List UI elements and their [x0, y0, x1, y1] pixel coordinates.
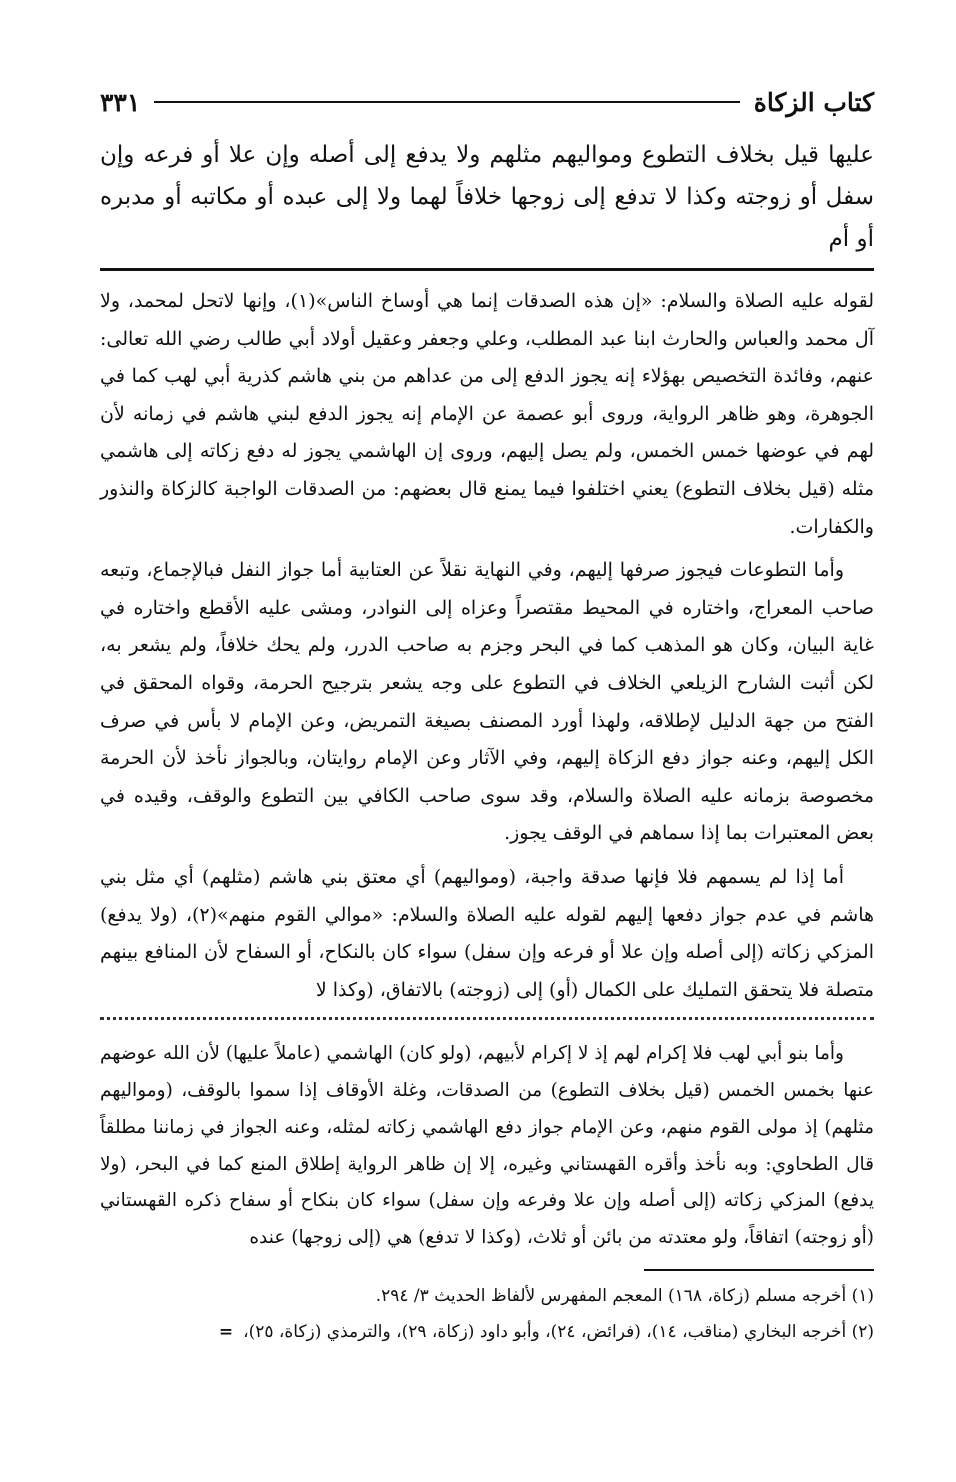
continuation-mark: =: [218, 1322, 234, 1343]
sharh-paragraph: وأما بنو أبي لهب فلا إكرام لهم إذ لا إكرام لأبيهم، (ولو كان) الهاشمي (عاملاً عليها) لأن الله عوضهم عنها بخمس الخمس (قيل بخلاف التطوع) من الصدقات، وغلة الأوقاف إذا سموا بالوقف، (ومواليهم مثلهم) إذ مولى القوم منهم، وعن الإمام جواز دفع الهاشمي زكاته لمثله، وعنه الجواز في زماننا مطلقاً قال الطحاوي: وبه نأخذ وأقره القهستاني وغيره، إلا إن ظاهر الرواية إطلاق المنع كما في البحر، (ولا يدفع) المزكي زكاته (إلى أصله وإن علا وفرعه وإن سفل) سواء كان بنكاح أو سفاح ذكره القهستاني (أو زوجته) اتفاقاً، ولو معتدته من بائن أو ثلاث، (وكذا لا تدفع) هي (إلى زوجها) عنده: [100, 1043, 874, 1249]
commentary-section: [100, 283, 874, 1009]
chapter-title: كتاب الزكاة: [753, 87, 874, 117]
running-header: [100, 82, 874, 122]
footnote-rule: [644, 1269, 874, 1271]
matn-divider: [100, 268, 874, 271]
commentary-paragraph-2: وأما التطوعات فيجوز صرفها إليهم، وفي النهاية نقلاً عن العتابية أما جواز النفل فبالإجماع، وتبعه صاحب المعراج، واختاره في المحيط مقتصراً وعزاه إلى النوادر، ومشى عليه الأقطع واختاره في غاية البيان، وكان هو المذهب كما في البحر وجزم به صاحب الدرر، ولم يحك خلافاً، ولم يشعر به، لكن أثبت الشارح الزيلعي الخلاف في التطوع على وجه يشعر بترجيح الحرمة، وقواه المحقق في الفتح من جهة الدليل لإطلاقه، ولهذا أورد المصنف بصيغة التمريض، وعن الإمام لا بأس في صرف الكل إليهم، وعنه جواز دفع الزكاة إليهم، وفي الآثار وعن الإمام روايتان، وبالجواز نأخذ لأن الحرمة مخصوصة بزمانه عليه الصلاة والسلام، وقد سوى صاحب الكافي بين التطوع والوقف، وقيده في بعض المعتبرات بما إذا سماهم في الوقف يجوز.: [100, 559, 874, 845]
sharh-section: [100, 1036, 874, 1257]
footnote-2-text: (٢) أخرجه البخاري (مناقب، ١٤)، (فرائض، ٢٤)، وأبو داود (زكاة، ٢٩)، والترمذي (زكاة، ٢٥)،: [243, 1322, 874, 1343]
page-number: ٣٣١: [100, 87, 141, 117]
footnotes-section: [100, 1269, 874, 1347]
header-rule: [154, 101, 739, 103]
commentary-paragraph-1: لقوله عليه الصلاة والسلام: «إن هذه الصدقات إنما هي أوساخ الناس»(١)، وإنها لاتحل لمحمد، ولا آل محمد والعباس والحارث ابنا عبد المطلب، وعلي وجعفر وعقيل أولاد أبي طالب رضي الله تعالى: عنهم، وفائدة التخصيص بهؤلاء إنه يجوز الدفع إلى من عداهم من بني هاشم كذرية أبي لهب كما في الجوهرة، وهو ظاهر الرواية، وروى أبو عصمة عن الإمام إنه يجوز الدفع لبني هاشم في زمانه لأن لهم في عوضها خمس الخمس، ولم يصل إليهم، وروى إن الهاشمي يجوز له دفع زكاته إلى هاشمي مثله (قيل بخلاف التطوع) يعني اختلفوا فيما يمنع قال بعضهم: من الصدقات الواجبة كالزكاة والنذور والكفارات.: [100, 290, 874, 538]
footnote-1: (١) أخرجه مسلم (زكاة، ١٦٨) المعجم المفهرس لألفاظ الحديث ٣/ ٢٩٤.: [375, 1286, 874, 1307]
dotted-divider: [100, 1017, 874, 1020]
commentary-paragraph-3: أما إذا لم يسمهم فلا فإنها صدقة واجبة، (ومواليهم) أي معتق بني هاشم (مثلهم) أي مثل بني هاشم في عدم جواز دفعها إليهم لقوله عليه الصلاة والسلام: «موالي القوم منهم»(٢)، (ولا يدفع) المزكي زكاته (إلى أصله وإن علا أو فرعه وإن سفل) سواء كان بالنكاح، أو السفاح لأن المنافع بينهم متصلة فلا يتحقق التمليك على الكمال (أو) إلى (زوجته) بالاتفاق، (وكذا لا: [100, 865, 875, 1001]
matn-text: عليها قيل بخلاف التطوع ومواليهم مثلهم ولا يدفع إلى أصله وإن علا أو فرعه وإن سفل أو زوجته وكذا لا تدفع إلى زوجها خلافاً لهما ولا إلى عبده أو مكاتبه أو مدبره أو أم: [100, 142, 874, 252]
footnote-2: [100, 1317, 874, 1347]
